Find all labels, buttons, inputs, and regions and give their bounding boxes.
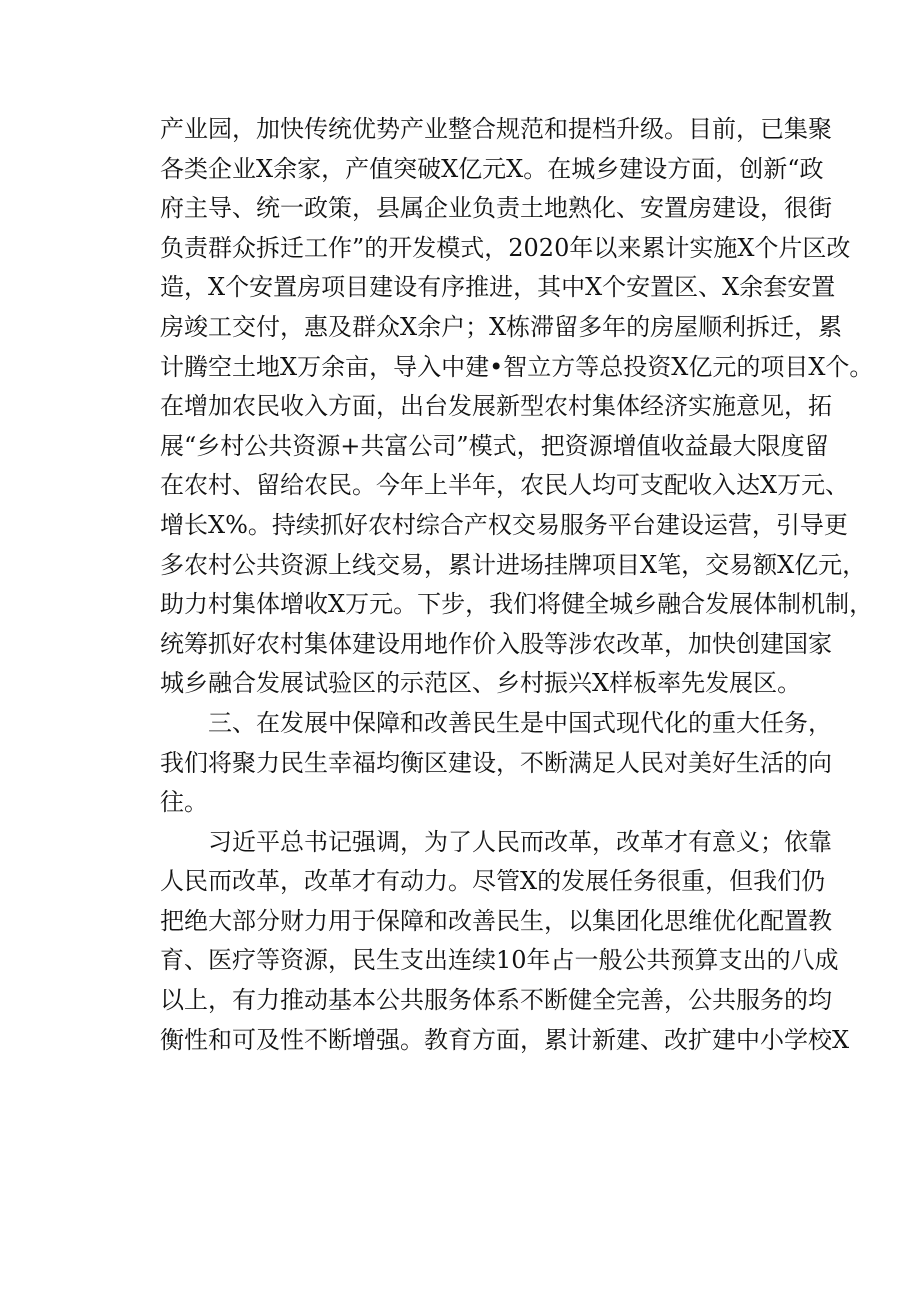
paragraph-urban-rural xyxy=(160,110,874,704)
paragraph-livelihood xyxy=(160,823,850,1061)
text-line: 往。 xyxy=(160,788,208,817)
text-line: 习近平总书记强调，为了人民而改革，改革才有意义；依靠 xyxy=(208,827,832,856)
text-line: 房竣工交付，惠及群众X余户；X栋滞留多年的房屋顺利拆迁，累 xyxy=(160,312,843,341)
text-line: 展“乡村公共资源+共富公司”模式，把资源增值收益最大限度留 xyxy=(160,431,829,460)
text-line: 统筹抓好农村集体建设用地作价入股等涉农改革，加快创建国家 xyxy=(160,629,832,658)
text-line: 以上，有力推动基本公共服务体系不断健全完善，公共服务的均 xyxy=(160,986,832,1015)
text-line: 育、医疗等资源，民生支出连续10年占一般公共预算支出的八成 xyxy=(160,946,839,975)
text-line: 三、在发展中保障和改善民生是中国式现代化的重大任务， xyxy=(208,708,832,737)
document-body xyxy=(160,110,874,1060)
paragraph-section-three-heading xyxy=(160,704,832,823)
text-line: 增长X%。持续抓好农村综合产权交易服务平台建设运营，引导更 xyxy=(160,510,848,539)
text-line: 把绝大部分财力用于保障和改善民生，以集团化思维优化配置教 xyxy=(160,906,832,935)
text-line: 负责群众拆迁工作”的开发模式，2020年以来累计实施X个片区改 xyxy=(160,233,851,262)
text-line: 府主导、统一政策，县属企业负责土地熟化、安置房建设，很街 xyxy=(160,194,832,223)
text-line: 多农村公共资源上线交易，累计进场挂牌项目X笔，交易额X亿元， xyxy=(160,550,867,579)
text-line: 助力村集体增收X万元。下步，我们将健全城乡融合发展体制机制， xyxy=(160,590,874,619)
text-line: 产业园，加快传统优势产业整合规范和提档升级。目前，已集聚 xyxy=(160,115,832,143)
text-line: 在农村、留给农民。今年上半年，农民人均可支配收入达X万元、 xyxy=(160,471,850,500)
text-line: 我们将聚力民生幸福均衡区建设，不断满足人民对美好生活的向 xyxy=(160,748,832,777)
text-line: 衡性和可及性不断增强。教育方面，累计新建、改扩建中小学校X xyxy=(160,1025,850,1054)
text-line: 在增加农民收入方面，出台发展新型农村集体经济实施意见，拓 xyxy=(160,392,832,421)
text-line: 城乡融合发展试验区的示范区、乡村振兴X样板率先发展区。 xyxy=(160,669,802,698)
text-line: 计腾空土地X万余亩，导入中建•智立方等总投资X亿元的项目X个。 xyxy=(160,352,874,381)
text-line: 造，X个安置房项目建设有序推进，其中X个安置区、X余套安置 xyxy=(160,273,836,302)
text-line: 人民而改革，改革才有动力。尽管X的发展任务很重，但我们仍 xyxy=(160,867,826,896)
text-line: 各类企业X余家，产值突破X亿元X。在城乡建设方面，创新“政 xyxy=(160,154,824,183)
